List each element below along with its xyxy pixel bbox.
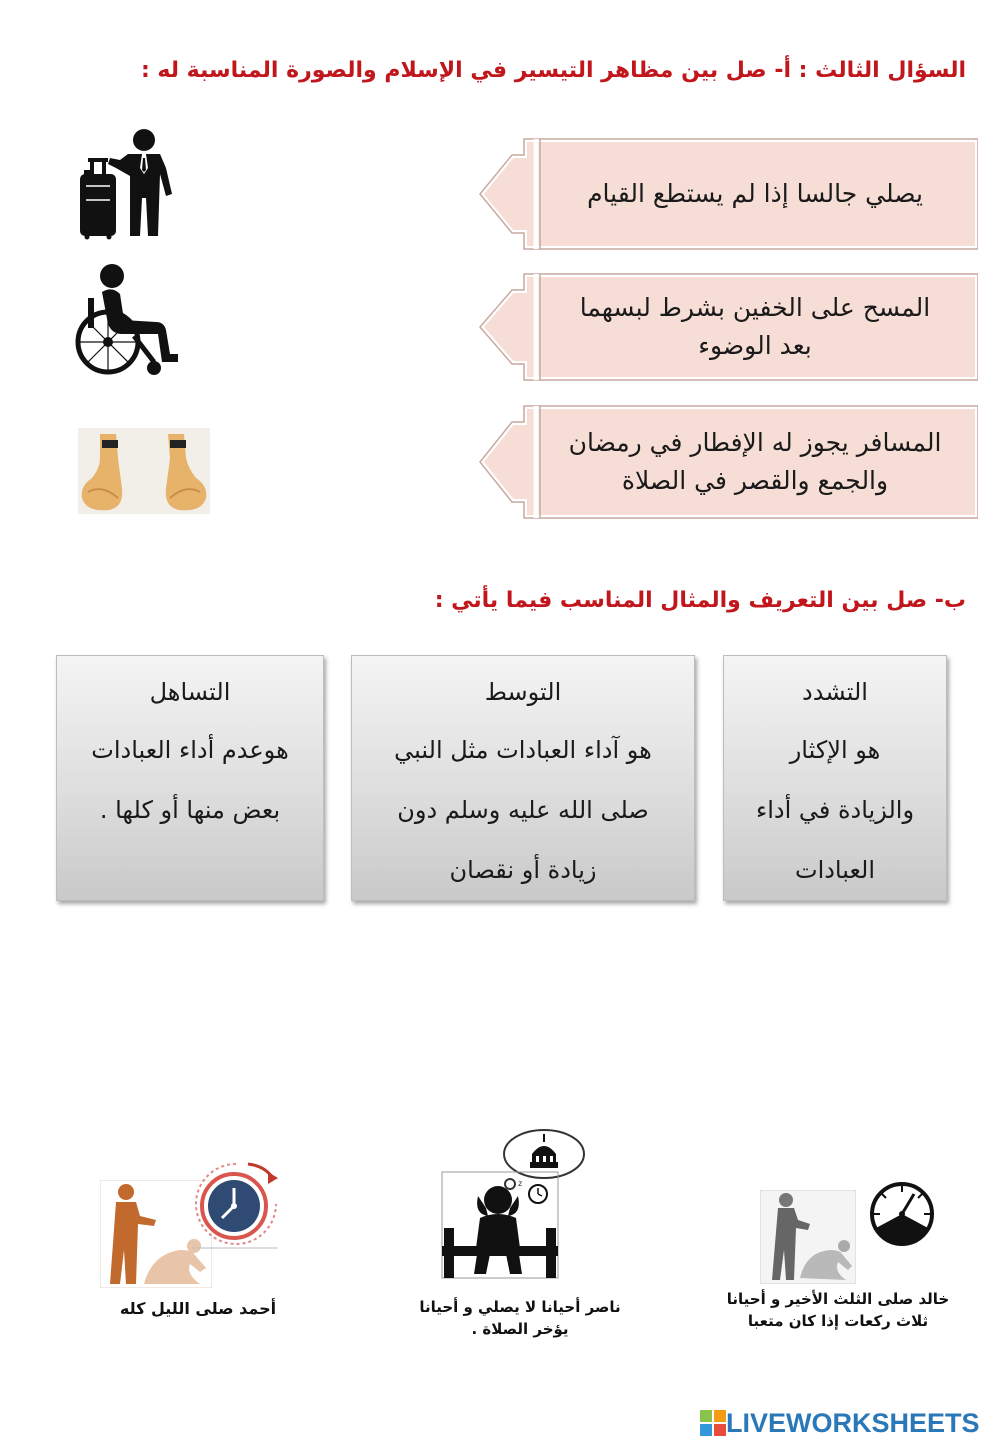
card-line: هو الإكثار: [789, 736, 881, 764]
caption-line: يؤخر الصلاة .: [471, 1320, 569, 1338]
definition-card-moderation[interactable]: [351, 655, 695, 901]
example-caption-khalid: [720, 1288, 956, 1332]
callout-line: والجمع والقصر في الصلاة: [621, 466, 889, 495]
callout-line: المسح على الخفين بشرط لبسهما: [579, 293, 931, 322]
callout-line: بعد الوضوء: [698, 331, 812, 360]
gauge-clock-icon[interactable]: [868, 1180, 936, 1248]
card-line: هو آداء العبادات مثل النبي: [394, 736, 652, 764]
callout-text-1: [542, 133, 968, 255]
wheelchair-icon[interactable]: [74, 262, 186, 378]
caption-line: ثلاث ركعات إذا كان متعبا: [747, 1312, 929, 1330]
card-line: العبادات: [794, 856, 876, 884]
clock-cycle-icon[interactable]: [188, 1158, 286, 1252]
card-line: والزيادة في أداء: [755, 796, 915, 824]
callout-line: المسافر يجوز له الإفطار في رمضان: [568, 428, 942, 457]
caption-line: خالد صلى الثلث الأخير و أحيانا: [726, 1290, 950, 1308]
card-line: هوعدم أداء العبادات: [91, 736, 289, 764]
liveworksheets-logo[interactable]: [700, 1408, 980, 1438]
callout-line: يصلي جالسا إذا لم يستطع القيام: [587, 179, 923, 208]
svg-text:z: z: [518, 1179, 523, 1188]
section-a-heading: السؤال الثالث : أ- صل بين مظاهر التيسير في الإسلام والصورة المناسبة له :: [140, 58, 966, 83]
praying-figure-gray-icon[interactable]: [760, 1190, 856, 1284]
callout-box-3: [474, 400, 978, 524]
section-b-heading: ب- صل بين التعريف والمثال المناسب فيما يأتي :: [434, 588, 966, 613]
callout-text-3: [542, 400, 968, 524]
tired-person-thought-bubble-icon[interactable]: [440, 1124, 590, 1282]
card-title: التشدد: [802, 678, 868, 706]
liveworksheets-logo-icon: [700, 1410, 726, 1436]
card-line: زيادة أو نقصان: [449, 856, 597, 884]
definition-card-negligence[interactable]: [56, 655, 324, 901]
caption-line: ناصر أحيانا لا يصلي و أحيانا: [419, 1298, 621, 1316]
definition-card-extremism[interactable]: [723, 655, 947, 901]
callout-text-2: [542, 268, 968, 386]
feet-in-socks-icon[interactable]: [78, 428, 210, 514]
card-line: صلى الله عليه وسلم دون: [397, 796, 649, 824]
callout-box-1: [474, 133, 978, 255]
traveler-with-suitcase-icon[interactable]: [76, 128, 176, 240]
liveworksheets-logo-text: LIVEWORKSHEETS: [726, 1407, 980, 1438]
callout-box-2: [474, 268, 978, 386]
example-caption-ahmed: [100, 1298, 296, 1320]
caption-line: أحمد صلى الليل كله: [119, 1299, 277, 1318]
card-line: بعض منها أو كلها .: [99, 796, 281, 824]
card-title: التساهل: [149, 678, 231, 706]
card-title: التوسط: [484, 678, 562, 706]
example-caption-nasser: [400, 1296, 640, 1340]
